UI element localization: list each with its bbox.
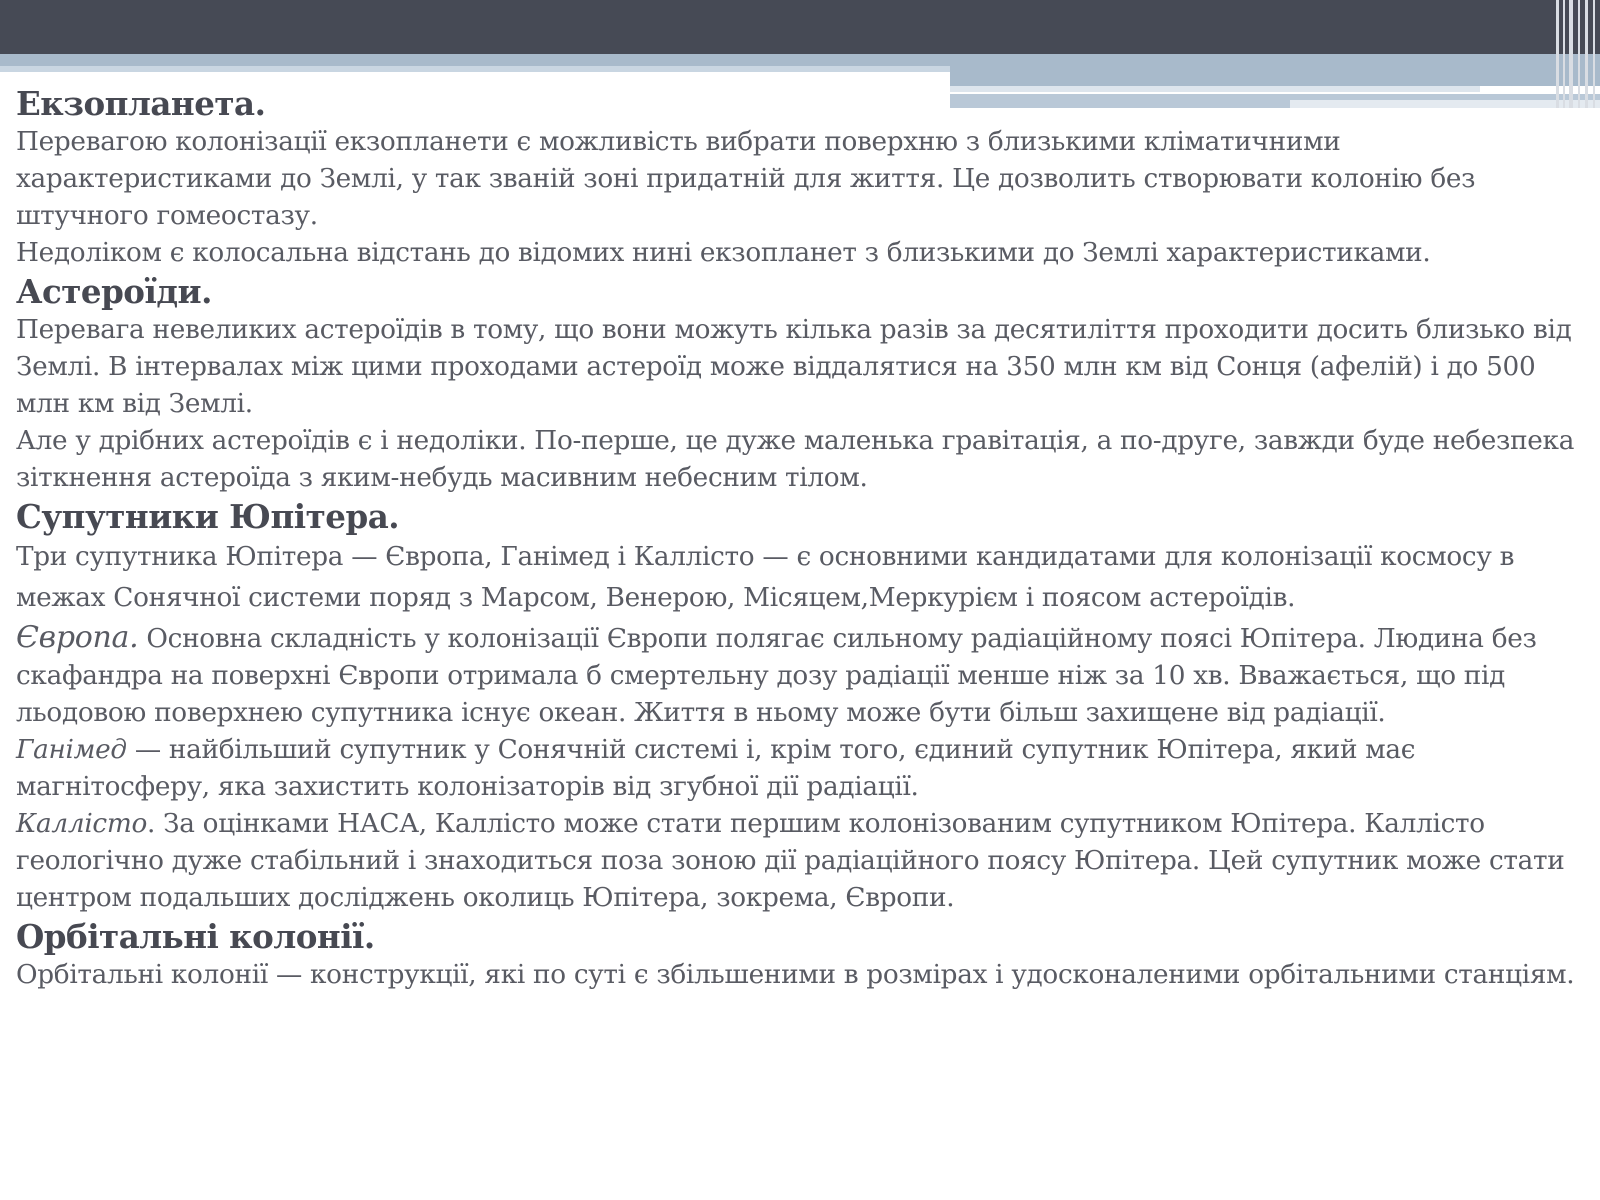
section-heading-orbital: Орбітальні колонії. [16, 917, 375, 956]
paragraph-europa [16, 619, 1586, 732]
paragraph: Перевагою колонізації екзопланети є можливість вибрати поверхню з близькими кліматичними характеристиками до Землі, у так званій зоні придатній для життя. Це дозволить створювати колонію без штучного гомеостазу. [16, 127, 1476, 231]
europa-text: Основна складність у колонізації Європи полягає сильному радіаційному поясі Юпітера. Людина без скафандра на поверхні Європи отримала б смертельну дозу радіації менше ніж за 10 хв. Вважається, що під льодовою поверхнею супутника існує океан. Життя в ньому може бути більш захищене від радіації. [16, 624, 1537, 728]
paragraph: Три супутника Юпітера — Європа, Ганімед і Каллісто — є основними кандидатами для колонізації космосу в межах Сонячної системи поряд з Марсом, Венерою, Місяцем,Меркурієм і поясом астероїдів. [16, 542, 1515, 613]
section-heading-asteroids: Астероїди. [16, 272, 212, 311]
paragraph-ganymede [16, 732, 1586, 806]
section-heading-jupiter-moons: Супутники Юпітера. [16, 497, 400, 536]
section-heading-exoplanet: Екзопланета. [16, 84, 266, 123]
ganymede-name: Ганімед [16, 735, 127, 765]
header-stripe [0, 66, 950, 72]
slide-content [16, 84, 1586, 994]
paragraph: Перевага невеликих астероїдів в тому, що вони можуть кілька разів за десятиліття проходити досить близько від Землі. В інтервалах між цими проходами астероїд може віддалятися на 350 млн км від Сонця (афелій) і до 500 млн км від Землі. [16, 315, 1572, 419]
header-bar [0, 0, 1600, 54]
paragraph-callisto [16, 806, 1586, 917]
decorative-line [1593, 0, 1595, 108]
ganymede-text: — найбільший супутник у Сонячній системі і, крім того, єдиний супутник Юпітера, який має магнітосферу, яка захистить колонізаторів від згубної дії радіації. [16, 735, 1416, 802]
header-stripe [0, 54, 1600, 66]
paragraph: Недоліком є колосальна відстань до відомих нині екзопланет з близькими до Землі характеристиками. [16, 238, 1431, 268]
europa-name: Європа. [16, 620, 139, 655]
header-stripe [950, 66, 1600, 86]
paragraph: Але у дрібних астероїдів є і недоліки. По-перше, це дуже маленька гравітація, а по-друге, завжди буде небезпека зіткнення астероїда з яким-небудь масивним небесним тілом. [16, 426, 1575, 493]
callisto-name: Каллісто [16, 809, 148, 839]
callisto-text: . За оцінками НАСА, Каллісто може стати першим колонізованим супутником Юпітера. Каллісто геологічно дуже стабільний і знаходиться поза зоною дії радіаційного поясу Юпітера. Цей супутник може стати центром подальших досліджень околиць Юпітера, зокрема, Європи. [16, 809, 1565, 913]
paragraph: Орбітальні колонії — конструкції, які по суті є збільшеними в розмірах і удосконаленими орбітальними станціям. [16, 960, 1575, 990]
